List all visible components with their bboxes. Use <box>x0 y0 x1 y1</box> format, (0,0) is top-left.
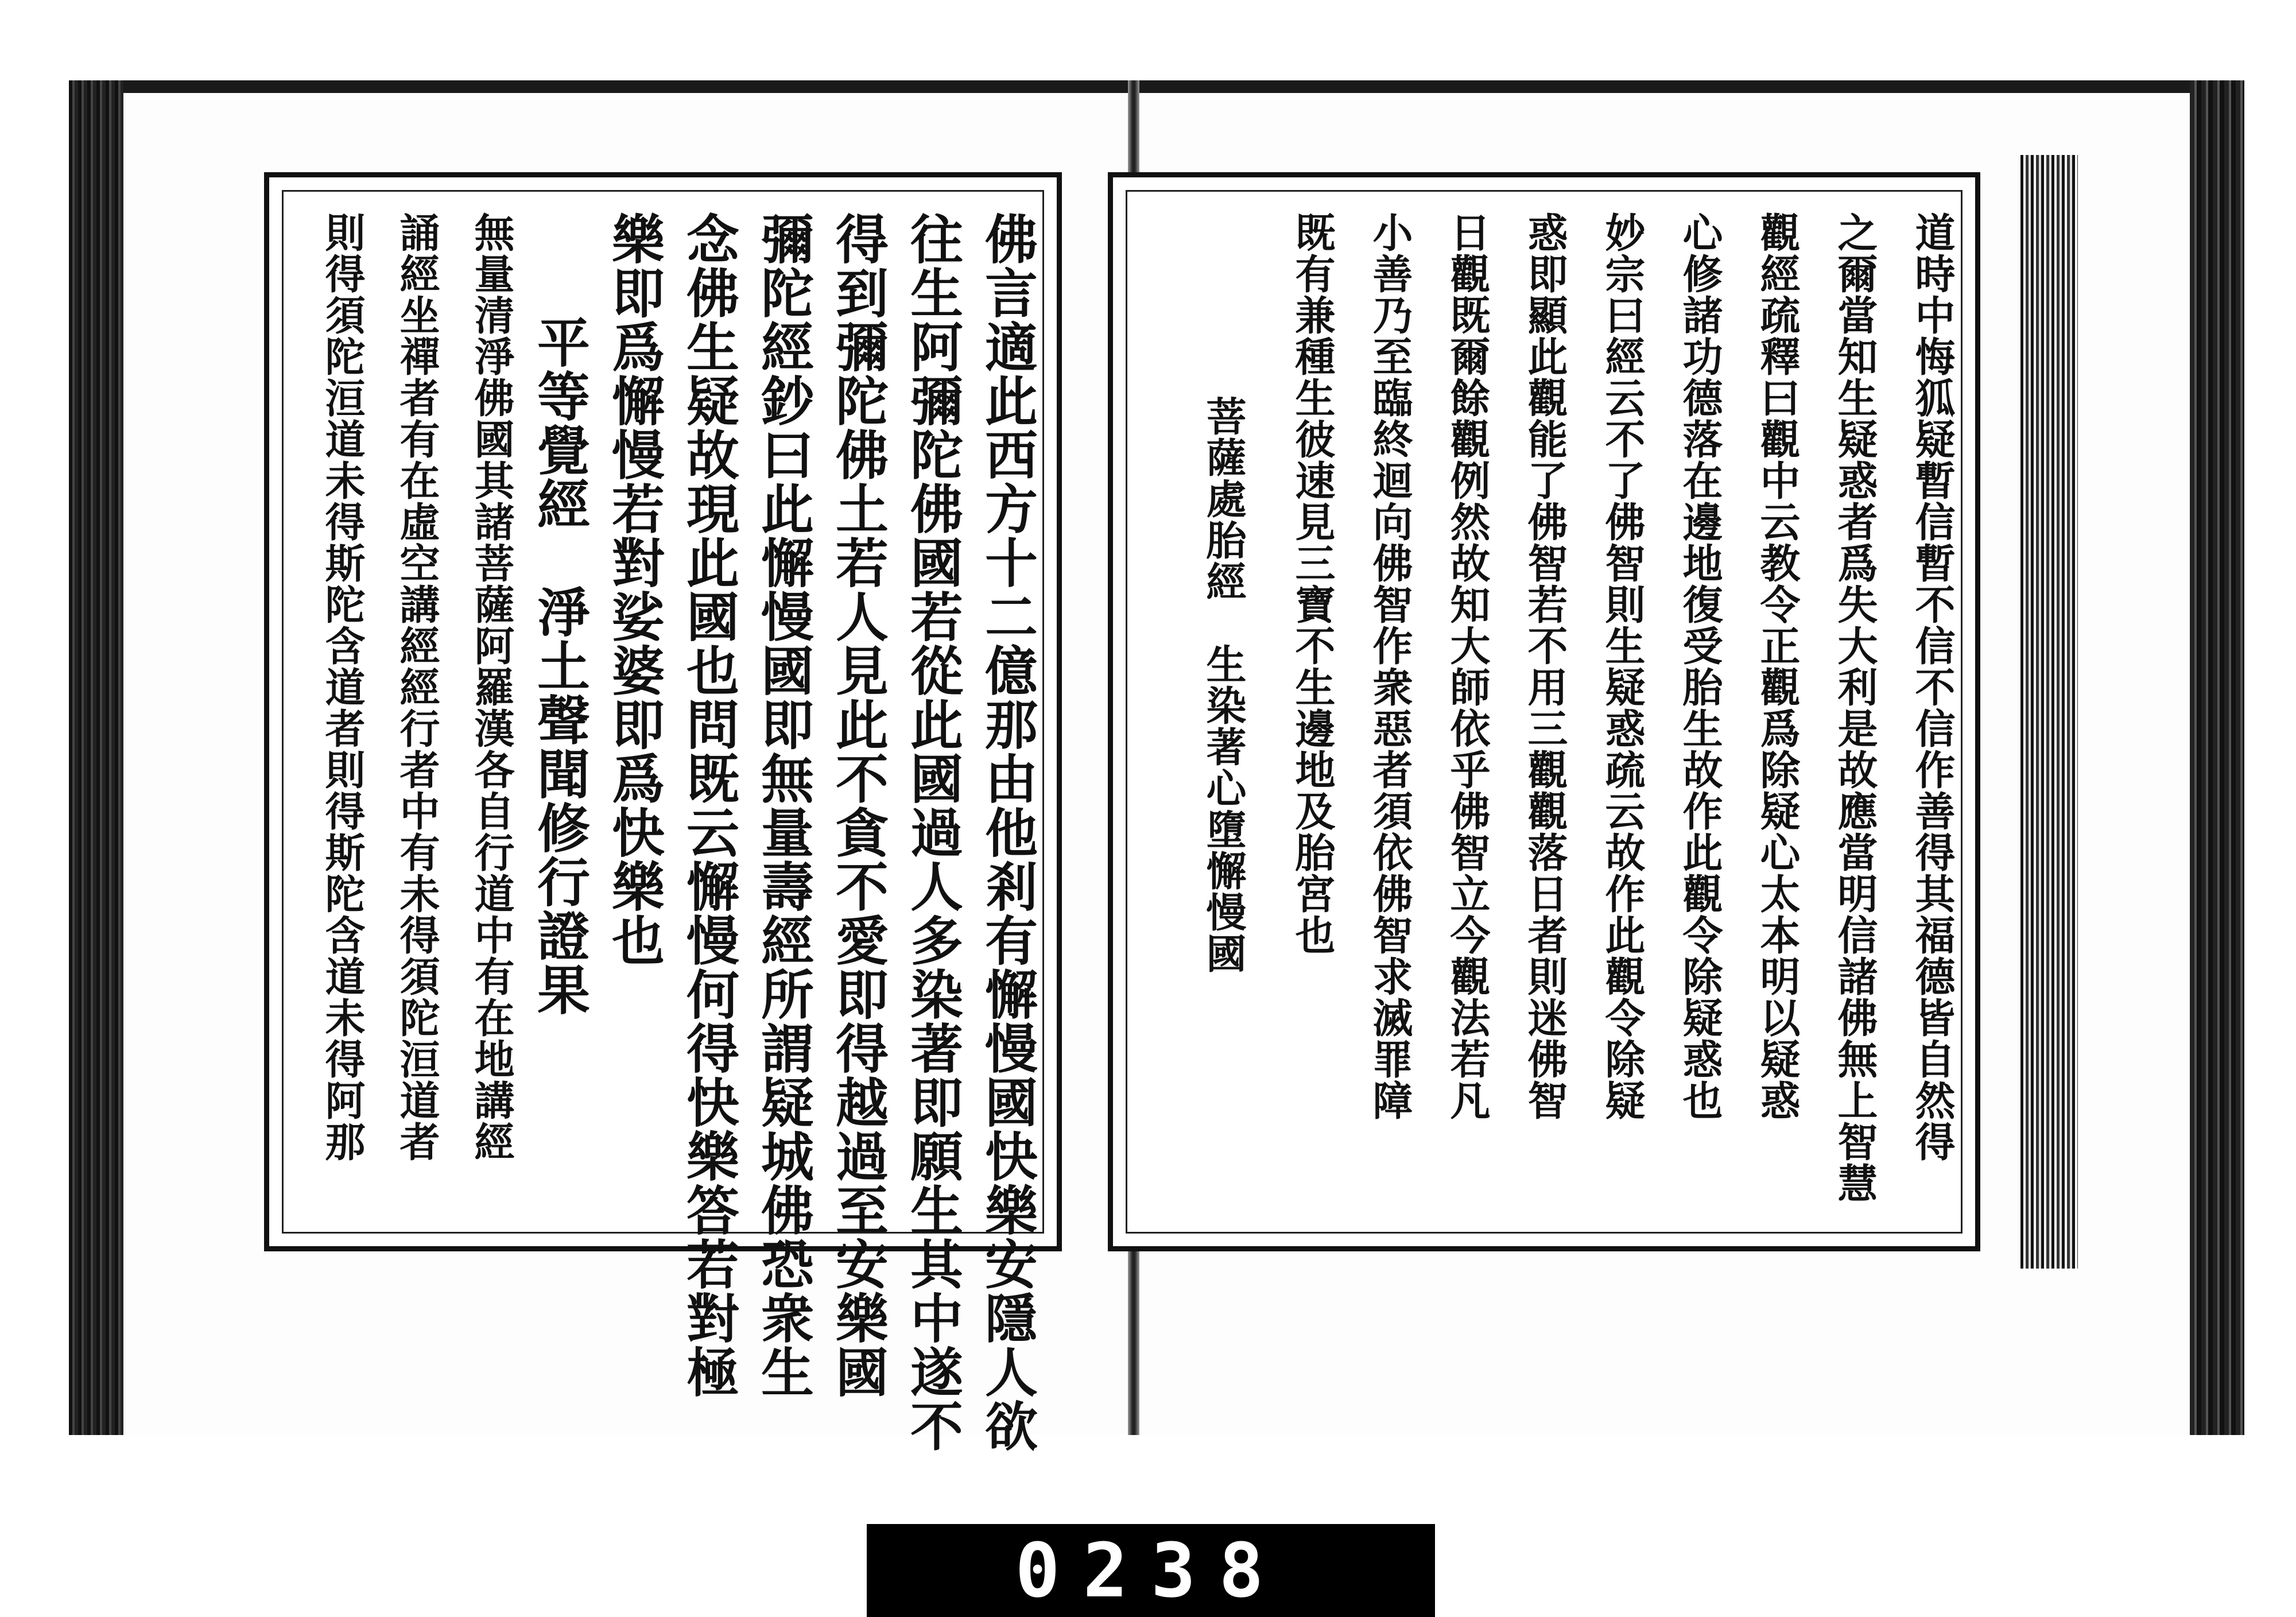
text-column: 彌陀經鈔曰此懈慢國即無量壽經所謂疑城佛恐衆生 <box>753 212 815 1399</box>
text-column: 之爾當知生疑惑者爲失大利是故應當明信諸佛無上智慧 <box>1831 212 1879 1204</box>
right-page <box>1108 172 1980 1251</box>
frame-number: 0238 <box>1015 1527 1287 1614</box>
scan-right-edge <box>2190 80 2244 1435</box>
scan-left-edge <box>69 80 123 1435</box>
section-heading: 菩薩處胎經 生染著心墮懈慢國 <box>1200 395 1247 974</box>
scan-top-edge <box>69 80 2244 93</box>
text-column: 觀經疏釋曰觀中云教令正觀爲除疑心太本明以疑惑 <box>1754 212 1801 1121</box>
text-column: 佛言適此西方十二億那由他剎有懈慢國快樂安隱人欲 <box>976 212 1038 1453</box>
section-heading: 平等覺經 淨土聲聞修行證果 <box>529 315 591 1017</box>
text-column: 無量清淨佛國其諸菩薩阿羅漢各自行道中有在地講經 <box>468 212 515 1162</box>
text-column: 道時中悔狐疑暫信暫不信不信作善得其福德皆自然得 <box>1909 212 1956 1162</box>
text-column: 小善乃至臨終迴向佛智作衆惡者須依佛智求滅罪障 <box>1366 212 1414 1121</box>
text-column: 得到彌陀佛土若人見此不貪不愛即得越過至安樂國 <box>827 212 889 1399</box>
text-column: 往生阿彌陀佛國若從此國過人多染著即願生其中遂不 <box>902 212 964 1453</box>
text-column: 妙宗曰經云不了佛智則生疑惑疏云故作此觀令除疑 <box>1599 212 1646 1121</box>
text-column: 念佛生疑故現此國也問既云懈慢何得快樂答若對極 <box>678 212 740 1399</box>
text-column: 樂即爲懈慢若對娑婆即爲快樂也 <box>603 212 665 967</box>
text-column: 心修諸功德落在邊地復受胎生故作此觀令除疑惑也 <box>1676 212 1724 1121</box>
text-column: 惑即顯此觀能了佛智若不用三觀觀落日者則迷佛智 <box>1521 212 1569 1121</box>
text-column: 則得須陀洹道未得斯陀含道者則得斯陀含道未得阿那 <box>319 212 366 1162</box>
text-column: 既有兼種生彼速見三寶不生邊地及胎宮也 <box>1289 212 1336 956</box>
text-column: 日觀既爾餘觀例然故知大師依乎佛智立今觀法若凡 <box>1444 212 1491 1121</box>
page-fore-edge <box>2020 155 2078 1269</box>
frame-number-stamp <box>867 1524 1435 1617</box>
left-page <box>264 172 1062 1453</box>
text-column: 誦經坐禪者有在虛空講經經行者中有未得須陀洹道者 <box>393 212 441 1162</box>
